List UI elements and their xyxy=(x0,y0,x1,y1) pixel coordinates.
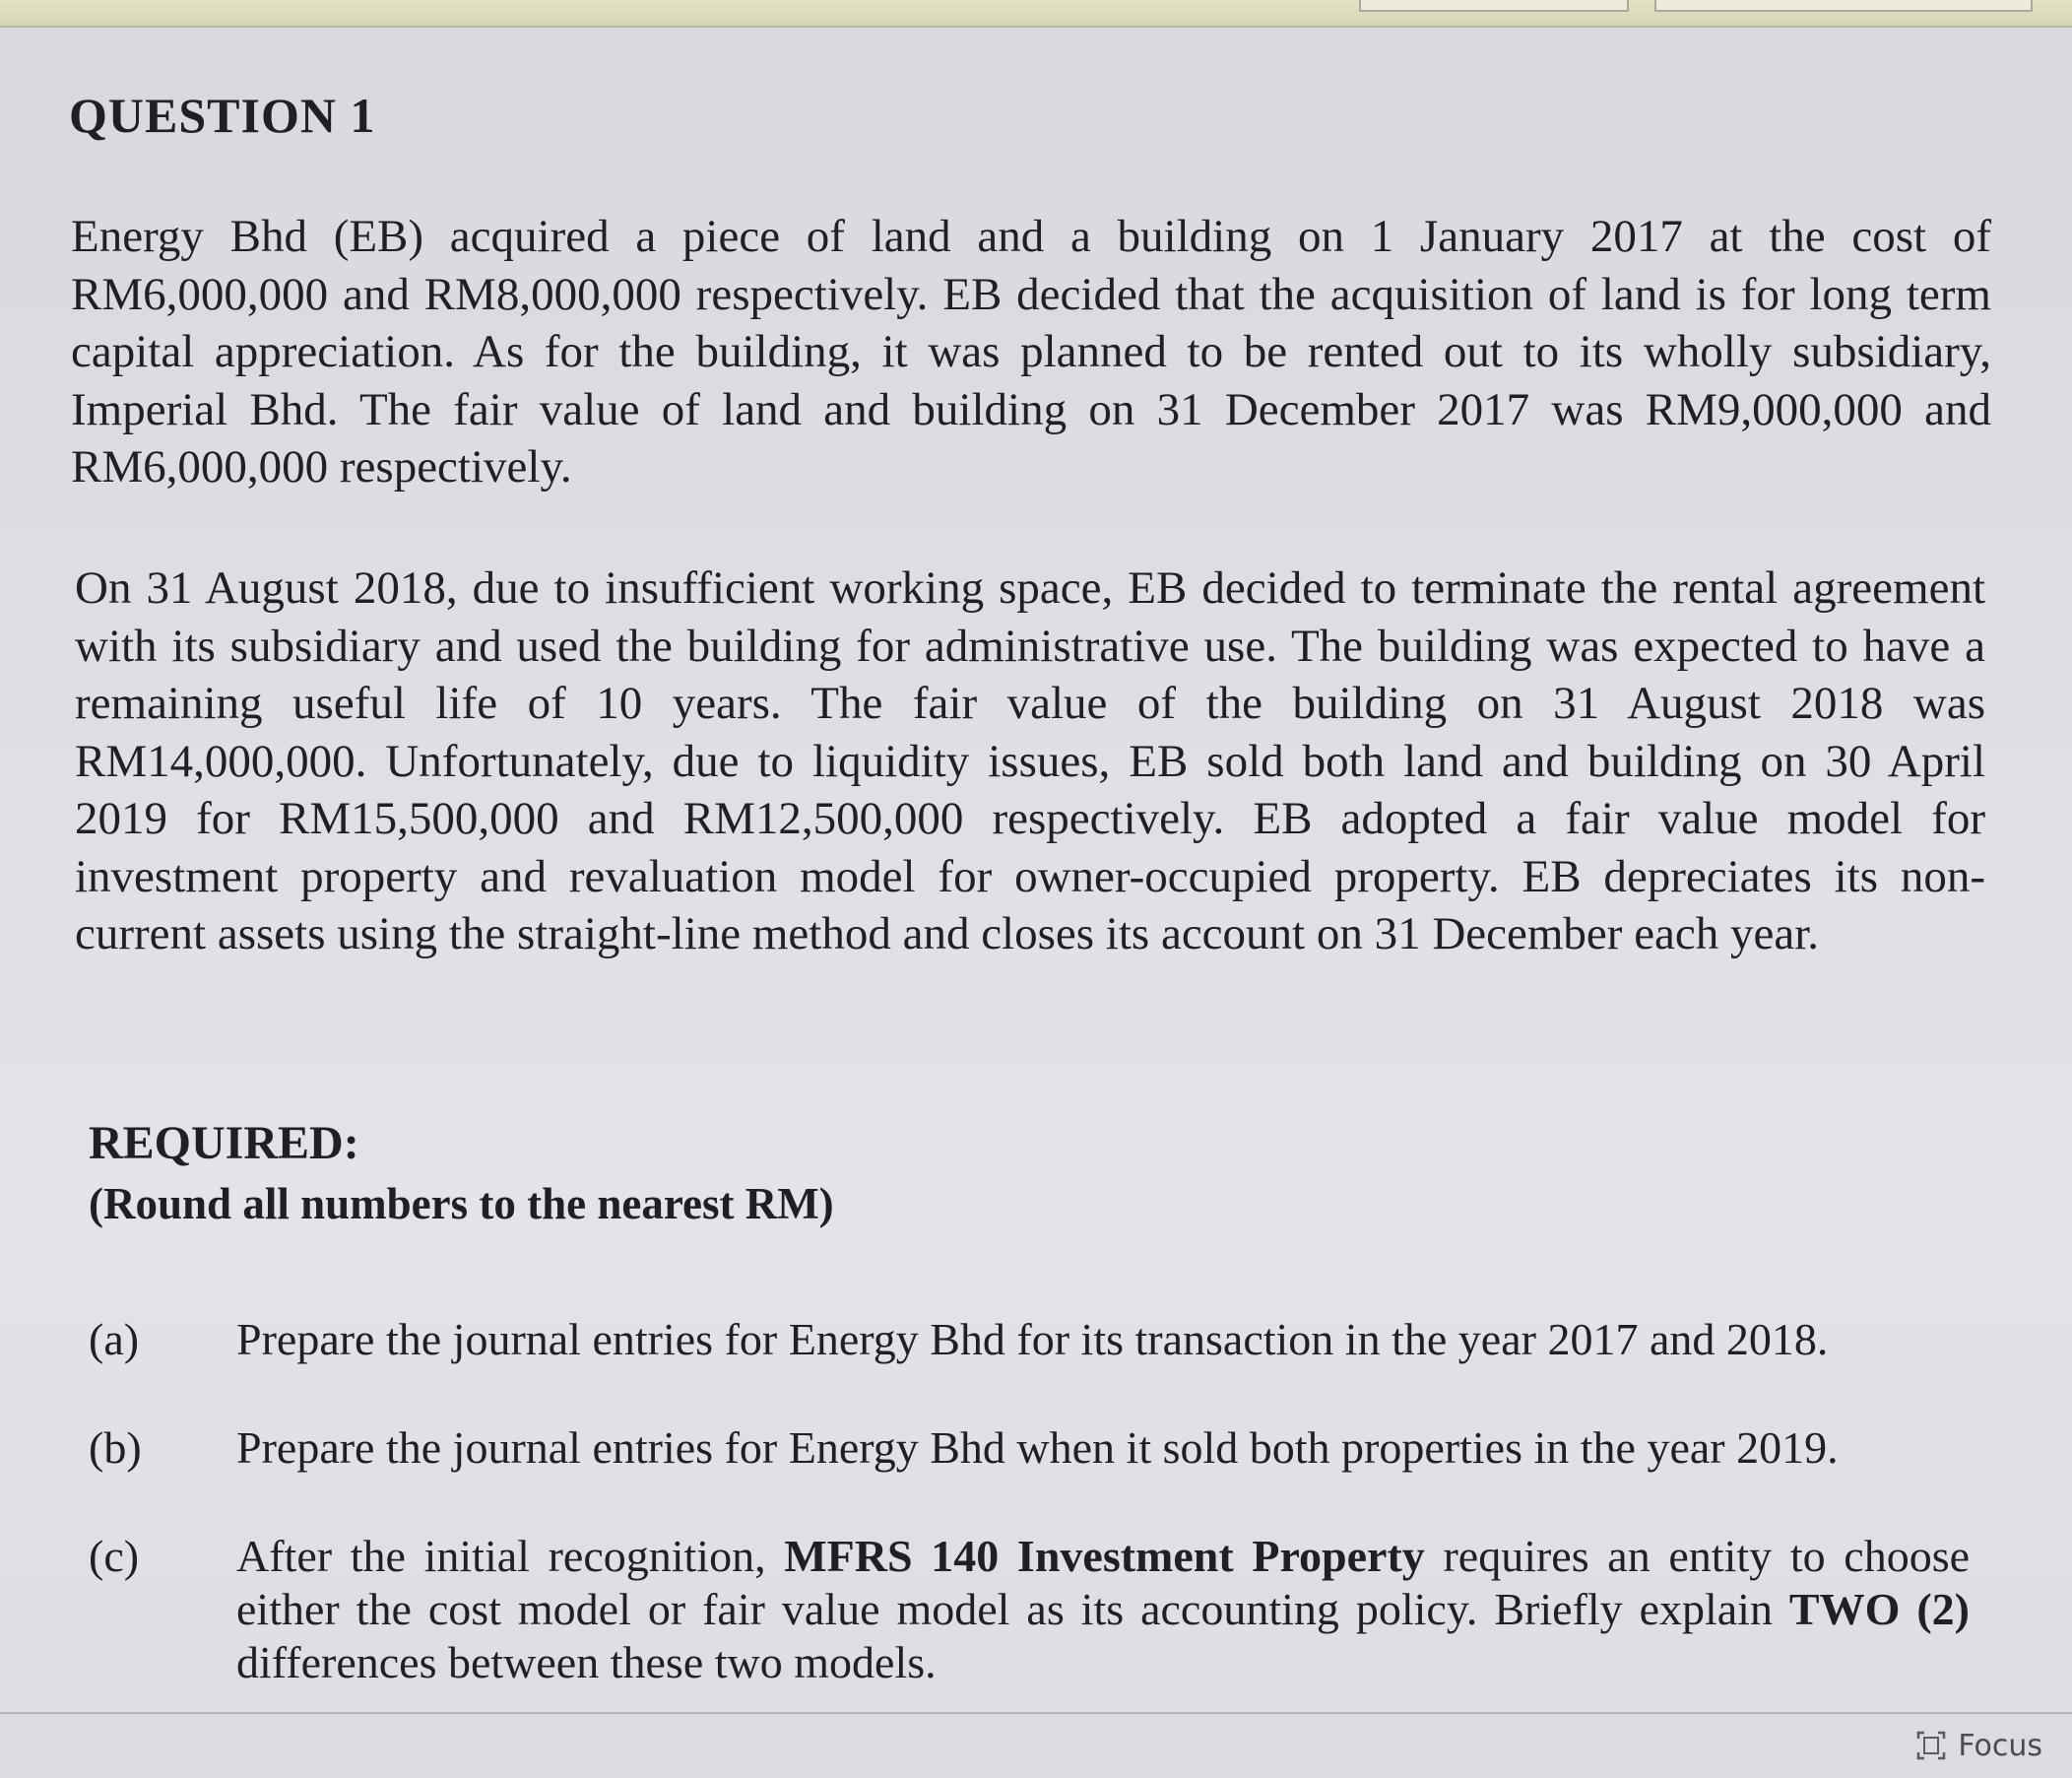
part-c-text-before: After the initial recognition, xyxy=(236,1531,785,1581)
part-text: Prepare the journal entries for Energy Bhd when it sold both properties in the year 2019. xyxy=(236,1422,1839,1473)
scenario-paragraph-1: Energy Bhd (EB) acquired a piece of land and a building on 1 January 2017 at the cost of RM6,000,000 and RM8,000,000 respectively. EB decided that the acquisition of land is for long term capital appreciation. As for the building, it was planned to be rented out to its wholly subsidiary, Imperial Bhd. The fair value of land and building on 31 December 2017 was RM9,000,000 and RM6,000,000 respectively. xyxy=(71,211,1991,493)
required-heading: REQUIRED: xyxy=(89,1117,359,1169)
part-text xyxy=(236,1530,1970,1689)
scenario-paragraph-2: On 31 August 2018, due to insufficient working space, EB decided to terminate the rental agreement with its subsidiary and used the building for administrative use. The building was expected to have a remaining useful life of 10 years. The fair value of the building on 31 August 2018 was RM14,000,000. Unfortunately, due to liquidity issues, EB sold both land and building on 30 April 2019 for RM15,500,000 and RM12,500,000 respectively. EB adopted a fair value model for investment property and revaluation model for owner-occupied property. EB depreciates its non-current assets using the straight-line method and closes its account on 31 December each year. xyxy=(75,562,1985,959)
document-page[interactable] xyxy=(0,28,2072,1712)
part-text: Prepare the journal entries for Energy Bhd for its transaction in the year 2017 and 2018. xyxy=(236,1314,1829,1364)
count-emphasis: TWO (2) xyxy=(1788,1584,1970,1634)
part-label: (c) xyxy=(89,1531,140,1581)
part-c-text-after: differences between these two models. xyxy=(236,1637,937,1687)
rounding-note: (Round all numbers to the nearest RM) xyxy=(89,1179,834,1228)
question-title: QUESTION 1 xyxy=(69,88,376,143)
window-top-ribbon xyxy=(0,0,2072,28)
part-label: (b) xyxy=(89,1422,142,1473)
focus-label: Focus xyxy=(1958,1728,2042,1763)
part-label: (a) xyxy=(89,1314,140,1364)
standard-name: MFRS 140 Investment Property xyxy=(784,1531,1425,1581)
focus-mode-icon xyxy=(1914,1729,1948,1762)
part-c-text-middle: requires an entity to choose either the cost model or fair value model as its accounting policy. Briefly explain xyxy=(236,1531,1971,1634)
ribbon-control[interactable] xyxy=(1359,0,1629,12)
ribbon-control[interactable] xyxy=(1654,0,2033,12)
status-bar xyxy=(0,1714,2072,1778)
focus-button[interactable] xyxy=(1914,1724,2042,1767)
